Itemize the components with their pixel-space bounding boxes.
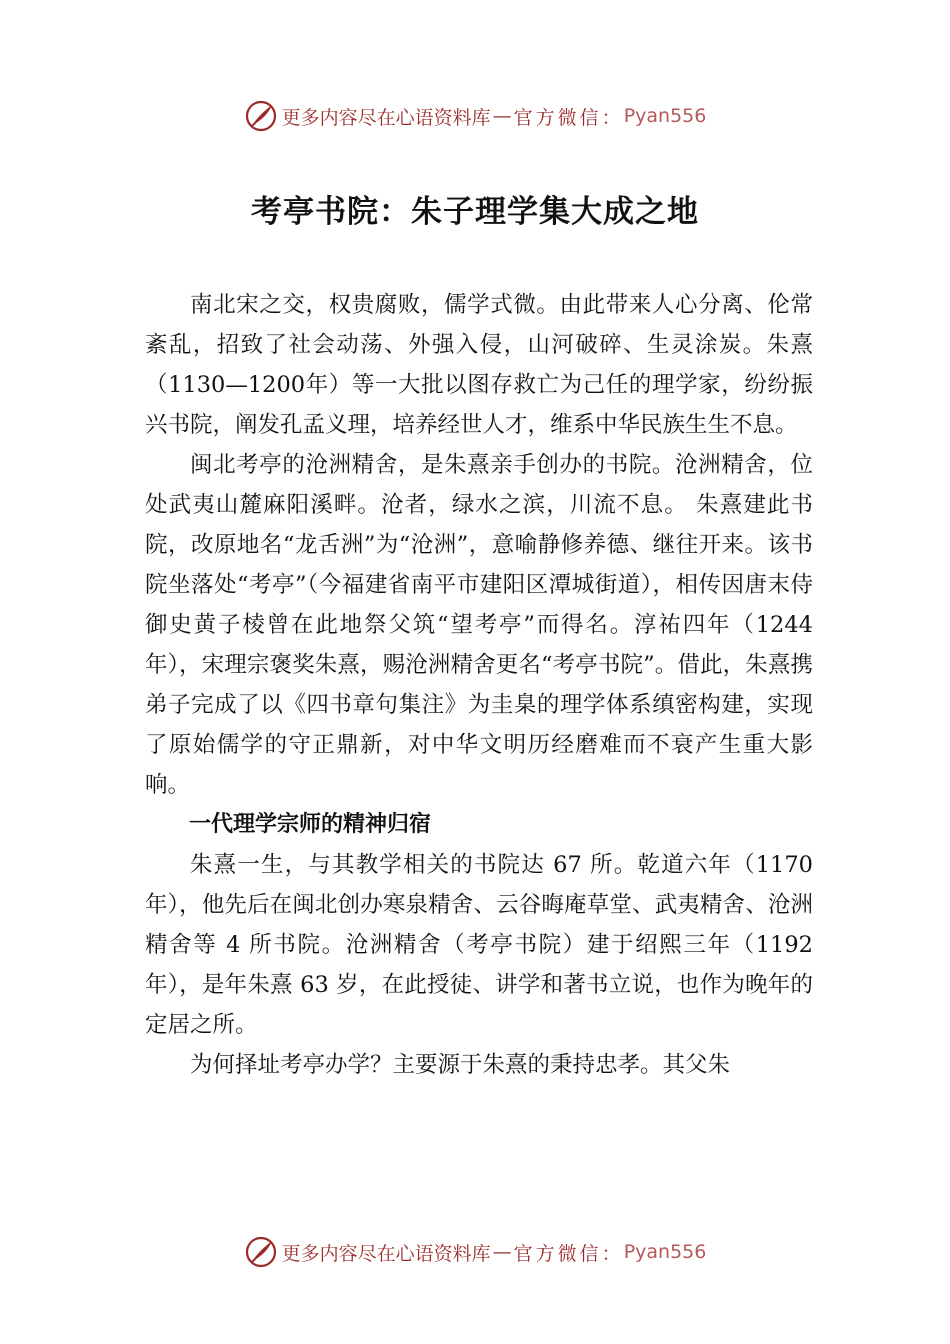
- watermark-text: 更多内容尽在心语资料库: [281, 106, 491, 129]
- section-heading: 一代理学宗师的精神归宿: [189, 812, 432, 837]
- paragraph-intro: 南北宋之交，权贵腐败，儒学式微。由此带来人心分离、伦常紊乱，招致了社会动荡、外强入侵，山河破碎、生灵涂炭。朱熹（1130—1200年）等一大批以图存救亡为己任的理学家，纷纷振兴书院，阐发孔孟义理，培养经世人才，维系中华民族生生不息。: [145, 292, 813, 438]
- paragraph-academies: 朱熹一生，与其教学相关的书院达 67 所。乾道六年（1170年），他先后在闽北创办寒泉精舍、云谷晦庵草堂、武夷精舍、沧洲精舍等 4 所书院。沧洲精舍（考亭书院）建于绍熙三年（1192年），是年朱熹 63 岁，在此授徒、讲学和著书立说，也作为晚年的定居之所。: [145, 852, 813, 1038]
- page-title: 考亭书院：朱子理学集大成之地: [251, 194, 699, 230]
- watermark-official-label: 官方微信：: [513, 1242, 624, 1265]
- feather-quill-icon: [244, 99, 278, 133]
- article-body: [145, 285, 813, 1085]
- footer-watermark: [0, 1232, 950, 1272]
- header-watermark: [0, 96, 950, 136]
- watermark-wechat-id: Pyan556: [623, 1241, 707, 1263]
- watermark-separator: —: [492, 1241, 512, 1263]
- watermark-text: 更多内容尽在心语资料库: [281, 1242, 491, 1265]
- paragraph-reason: 为何择址考亭办学？主要源于朱熹的秉持忠孝。其父朱: [190, 1052, 731, 1078]
- watermark-separator: —: [492, 105, 512, 127]
- watermark-wechat-id: Pyan556: [623, 105, 707, 127]
- paragraph-cangzhou: 闽北考亭的沧洲精舍，是朱熹亲手创办的书院。沧洲精舍，位处武夷山麓麻阳溪畔。沧者，绿水之滨，川流不息。 朱熹建此书院，改原地名“龙舌洲”为“沧洲”，意喻静修养德、继往开来。该书院坐落处“考亭”（今福建省南平市建阳区潭城街道），相传因唐末侍御史黄子棱曾在此地祭父筑“望考亭”而得名。淳祐四年（1244年），宋理宗褒奖朱熹，赐沧洲精舍更名“考亭书院”。借此，朱熹携弟子完成了以《四书章句集注》为圭臬的理学体系缜密构建，实现了原始儒学的守正鼎新，对中华文明历经磨难而不衰产生重大影响。: [145, 452, 813, 798]
- watermark-official-label: 官方微信：: [513, 106, 624, 129]
- feather-quill-icon: [244, 1235, 278, 1269]
